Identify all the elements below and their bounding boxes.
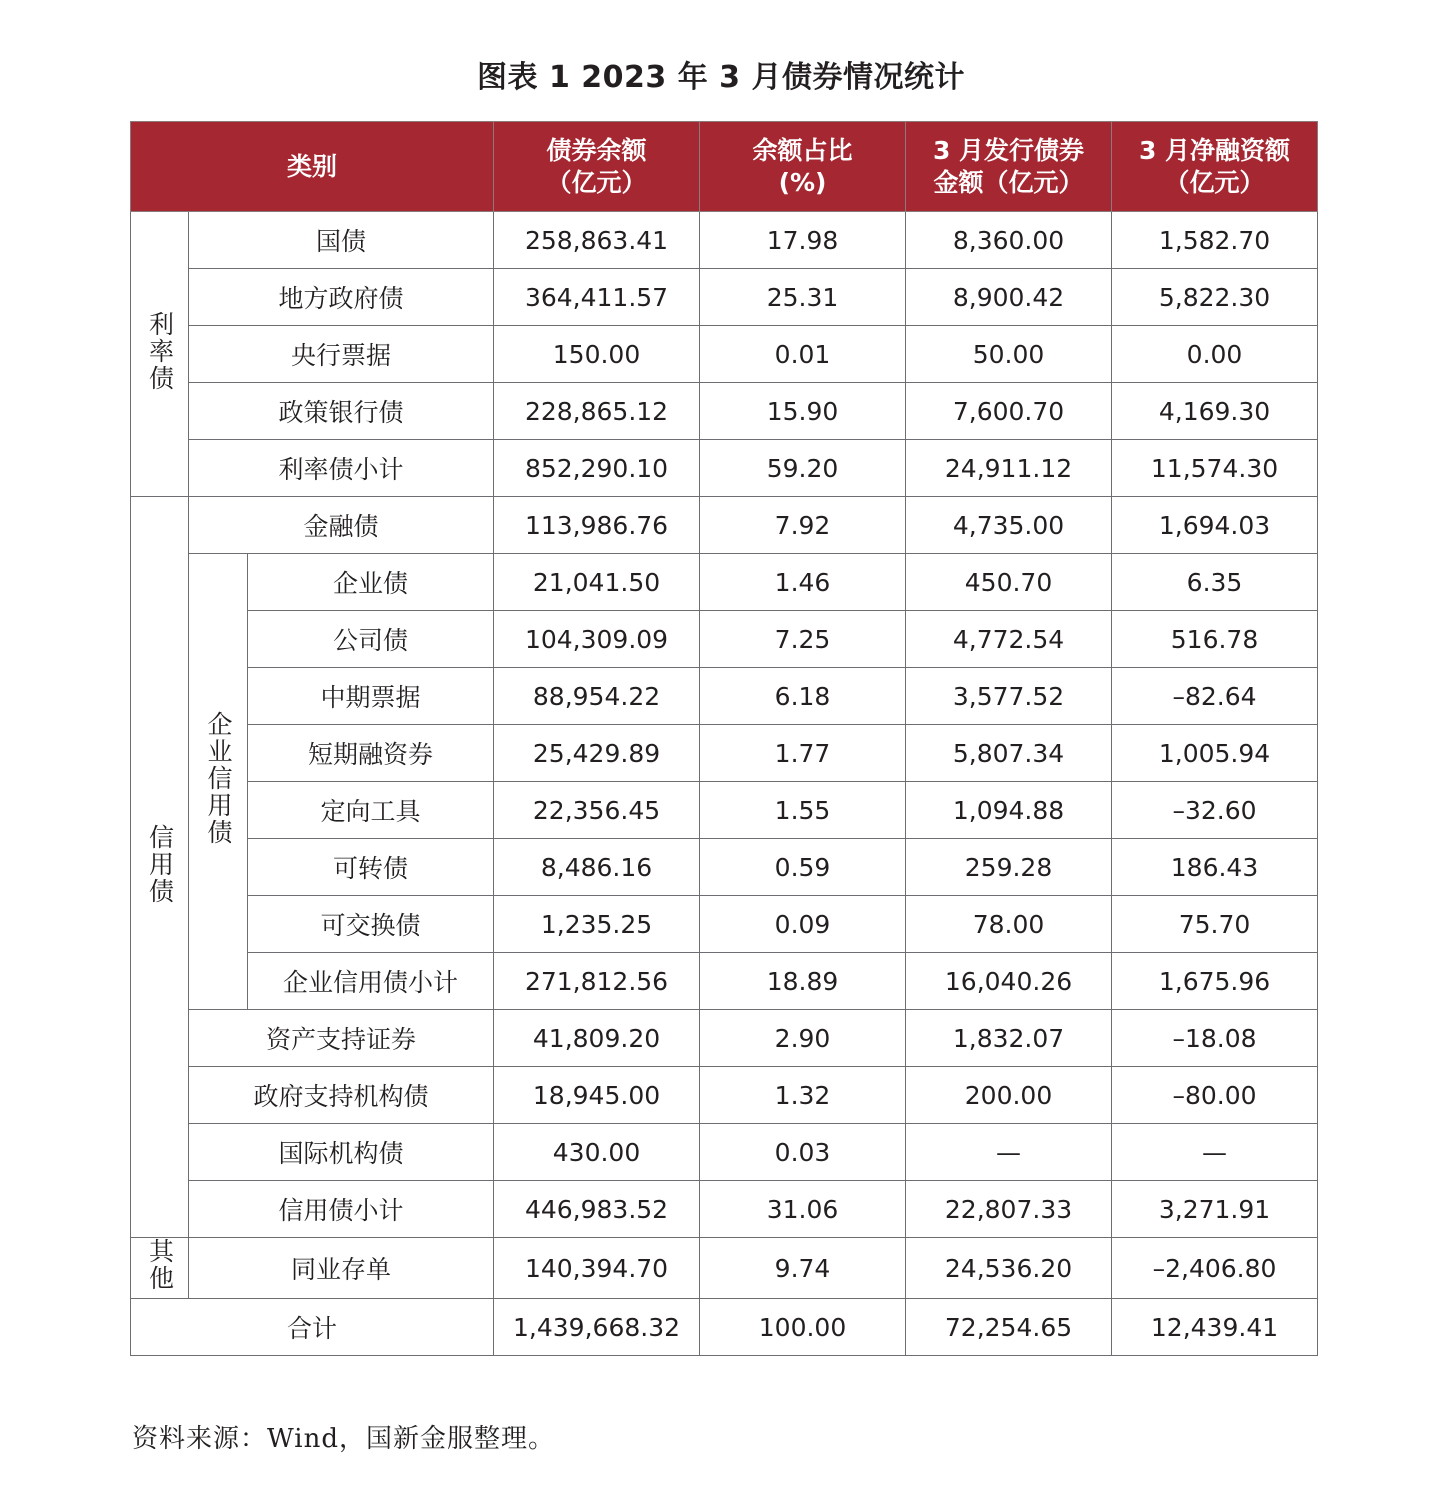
table-row: [131, 896, 1318, 953]
cell-share: 7.25: [700, 611, 906, 668]
row-name: 国债: [189, 212, 494, 269]
cell-net: 516.78: [1112, 611, 1318, 668]
cell-share: 1.46: [700, 554, 906, 611]
header-issuance-line2: 金额（亿元）: [933, 167, 1084, 197]
cell-balance: 228,865.12: [494, 383, 700, 440]
cell-share: 7.92: [700, 497, 906, 554]
cell-issuance: 24,536.20: [906, 1238, 1112, 1299]
cell-balance: 150.00: [494, 326, 700, 383]
group-corporate-credit: [189, 554, 248, 1010]
cell-share: 59.20: [700, 440, 906, 497]
cell-issuance: 1,832.07: [906, 1010, 1112, 1067]
group-credit-bonds-label: 信用债: [145, 823, 175, 905]
cell-share: 0.09: [700, 896, 906, 953]
cell-issuance: 8,360.00: [906, 212, 1112, 269]
cell-net: 186.43: [1112, 839, 1318, 896]
cell-issuance: 24,911.12: [906, 440, 1112, 497]
cell-issuance: 5,807.34: [906, 725, 1112, 782]
row-name: 国际机构债: [189, 1124, 494, 1181]
cell-share: 1.77: [700, 725, 906, 782]
cell-share: 6.18: [700, 668, 906, 725]
table-row: [131, 725, 1318, 782]
bond-statistics-table: [130, 121, 1318, 1356]
cell-net: 1,005.94: [1112, 725, 1318, 782]
cell-balance: 140,394.70: [494, 1238, 700, 1299]
cell-balance: 852,290.10: [494, 440, 700, 497]
cell-issuance: 78.00: [906, 896, 1112, 953]
cell-net: —: [1112, 1124, 1318, 1181]
row-name: 公司债: [248, 611, 494, 668]
cell-balance: 88,954.22: [494, 668, 700, 725]
cell-balance: 271,812.56: [494, 953, 700, 1010]
cell-net: –80.00: [1112, 1067, 1318, 1124]
header-share-line1: 余额占比: [752, 135, 853, 165]
row-name: 政府支持机构债: [189, 1067, 494, 1124]
table-row: [131, 668, 1318, 725]
cell-issuance: 4,772.54: [906, 611, 1112, 668]
cell-balance: 41,809.20: [494, 1010, 700, 1067]
header-balance: [494, 122, 700, 212]
table-row: [131, 839, 1318, 896]
cell-balance: 21,041.50: [494, 554, 700, 611]
row-name: 政策银行债: [189, 383, 494, 440]
row-name: 定向工具: [248, 782, 494, 839]
cell-share: 2.90: [700, 1010, 906, 1067]
header-issuance-line1: 3 月发行债券: [932, 135, 1085, 165]
row-name: 金融债: [189, 497, 494, 554]
group-rate-bonds: [131, 212, 189, 497]
header-net-line1: 3 月净融资额: [1138, 135, 1291, 165]
cell-net: 11,574.30: [1112, 440, 1318, 497]
cell-issuance: 200.00: [906, 1067, 1112, 1124]
header-share-line2: (%): [778, 167, 827, 197]
cell-share: 18.89: [700, 953, 906, 1010]
group-other: [131, 1238, 189, 1299]
row-name: 地方政府债: [189, 269, 494, 326]
row-name: 可转债: [248, 839, 494, 896]
table-row: [131, 383, 1318, 440]
cell-net: –18.08: [1112, 1010, 1318, 1067]
table-row-subtotal: [131, 440, 1318, 497]
cell-balance: 22,356.45: [494, 782, 700, 839]
cell-issuance: 50.00: [906, 326, 1112, 383]
cell-balance: 113,986.76: [494, 497, 700, 554]
cell-issuance: 16,040.26: [906, 953, 1112, 1010]
row-name: 中期票据: [248, 668, 494, 725]
cell-share: 31.06: [700, 1181, 906, 1238]
total-label: 合计: [131, 1299, 494, 1356]
row-name: 资产支持证券: [189, 1010, 494, 1067]
row-name: 短期融资券: [248, 725, 494, 782]
cell-net: 3,271.91: [1112, 1181, 1318, 1238]
table-row: [131, 611, 1318, 668]
table-row: [131, 1124, 1318, 1181]
cell-balance: 258,863.41: [494, 212, 700, 269]
row-name: 同业存单: [189, 1238, 494, 1299]
cell-net: 6.35: [1112, 554, 1318, 611]
cell-share: 25.31: [700, 269, 906, 326]
cell-share: 15.90: [700, 383, 906, 440]
cell-issuance: 8,900.42: [906, 269, 1112, 326]
cell-net: 4,169.30: [1112, 383, 1318, 440]
total-issuance: 72,254.65: [906, 1299, 1112, 1356]
header-share: [700, 122, 906, 212]
cell-balance: 364,411.57: [494, 269, 700, 326]
header-balance-line1: 债券余额: [546, 135, 647, 165]
table-row: [131, 326, 1318, 383]
table-row-subtotal: [131, 1181, 1318, 1238]
cell-share: 0.01: [700, 326, 906, 383]
cell-issuance: 259.28: [906, 839, 1112, 896]
table-row-total: [131, 1299, 1318, 1356]
cell-balance: 104,309.09: [494, 611, 700, 668]
cell-issuance: —: [906, 1124, 1112, 1181]
cell-net: 0.00: [1112, 326, 1318, 383]
cell-issuance: 7,600.70: [906, 383, 1112, 440]
cell-net: –82.64: [1112, 668, 1318, 725]
row-name: 企业信用债小计: [248, 953, 494, 1010]
header-net-financing: [1112, 122, 1318, 212]
cell-net: 5,822.30: [1112, 269, 1318, 326]
row-name: 可交换债: [248, 896, 494, 953]
table-row: [131, 1010, 1318, 1067]
source-note: 资料来源：Wind，国新金服整理。: [132, 1424, 555, 1454]
header-category: 类别: [131, 122, 494, 212]
row-name: 央行票据: [189, 326, 494, 383]
cell-share: 1.55: [700, 782, 906, 839]
cell-issuance: 4,735.00: [906, 497, 1112, 554]
cell-balance: 18,945.00: [494, 1067, 700, 1124]
cell-share: 0.59: [700, 839, 906, 896]
row-name: 企业债: [248, 554, 494, 611]
cell-issuance: 1,094.88: [906, 782, 1112, 839]
header-issuance: [906, 122, 1112, 212]
header-net-line2: （亿元）: [1164, 167, 1265, 197]
cell-share: 1.32: [700, 1067, 906, 1124]
header-balance-line2: （亿元）: [546, 167, 647, 197]
cell-balance: 430.00: [494, 1124, 700, 1181]
table-row: [131, 554, 1318, 611]
cell-net: 1,694.03: [1112, 497, 1318, 554]
total-balance: 1,439,668.32: [494, 1299, 700, 1356]
cell-net: 1,675.96: [1112, 953, 1318, 1010]
group-credit-bonds: [131, 497, 189, 1238]
cell-balance: 446,983.52: [494, 1181, 700, 1238]
cell-balance: 1,235.25: [494, 896, 700, 953]
table-row-subtotal: [131, 953, 1318, 1010]
row-name: 利率债小计: [189, 440, 494, 497]
cell-issuance: 22,807.33: [906, 1181, 1112, 1238]
group-corporate-credit-label: 企业信用债: [204, 711, 233, 846]
total-net: 12,439.41: [1112, 1299, 1318, 1356]
cell-net: –2,406.80: [1112, 1238, 1318, 1299]
cell-share: 0.03: [700, 1124, 906, 1181]
cell-issuance: 3,577.52: [906, 668, 1112, 725]
table-row: [131, 497, 1318, 554]
row-name: 信用债小计: [189, 1181, 494, 1238]
group-other-label: 其他: [145, 1238, 175, 1292]
cell-net: 1,582.70: [1112, 212, 1318, 269]
cell-balance: 8,486.16: [494, 839, 700, 896]
cell-net: –32.60: [1112, 782, 1318, 839]
table-row: [131, 269, 1318, 326]
cell-balance: 25,429.89: [494, 725, 700, 782]
table-row: [131, 212, 1318, 269]
cell-share: 17.98: [700, 212, 906, 269]
table-row: [131, 782, 1318, 839]
cell-issuance: 450.70: [906, 554, 1112, 611]
table-row: [131, 1067, 1318, 1124]
cell-share: 9.74: [700, 1238, 906, 1299]
total-share: 100.00: [700, 1299, 906, 1356]
header-row: [131, 122, 1318, 212]
table-title: 图表 1 2023 年 3 月债券情况统计: [477, 60, 965, 95]
group-rate-bonds-label: 利率债: [145, 310, 175, 392]
cell-net: 75.70: [1112, 896, 1318, 953]
table-row: [131, 1238, 1318, 1299]
